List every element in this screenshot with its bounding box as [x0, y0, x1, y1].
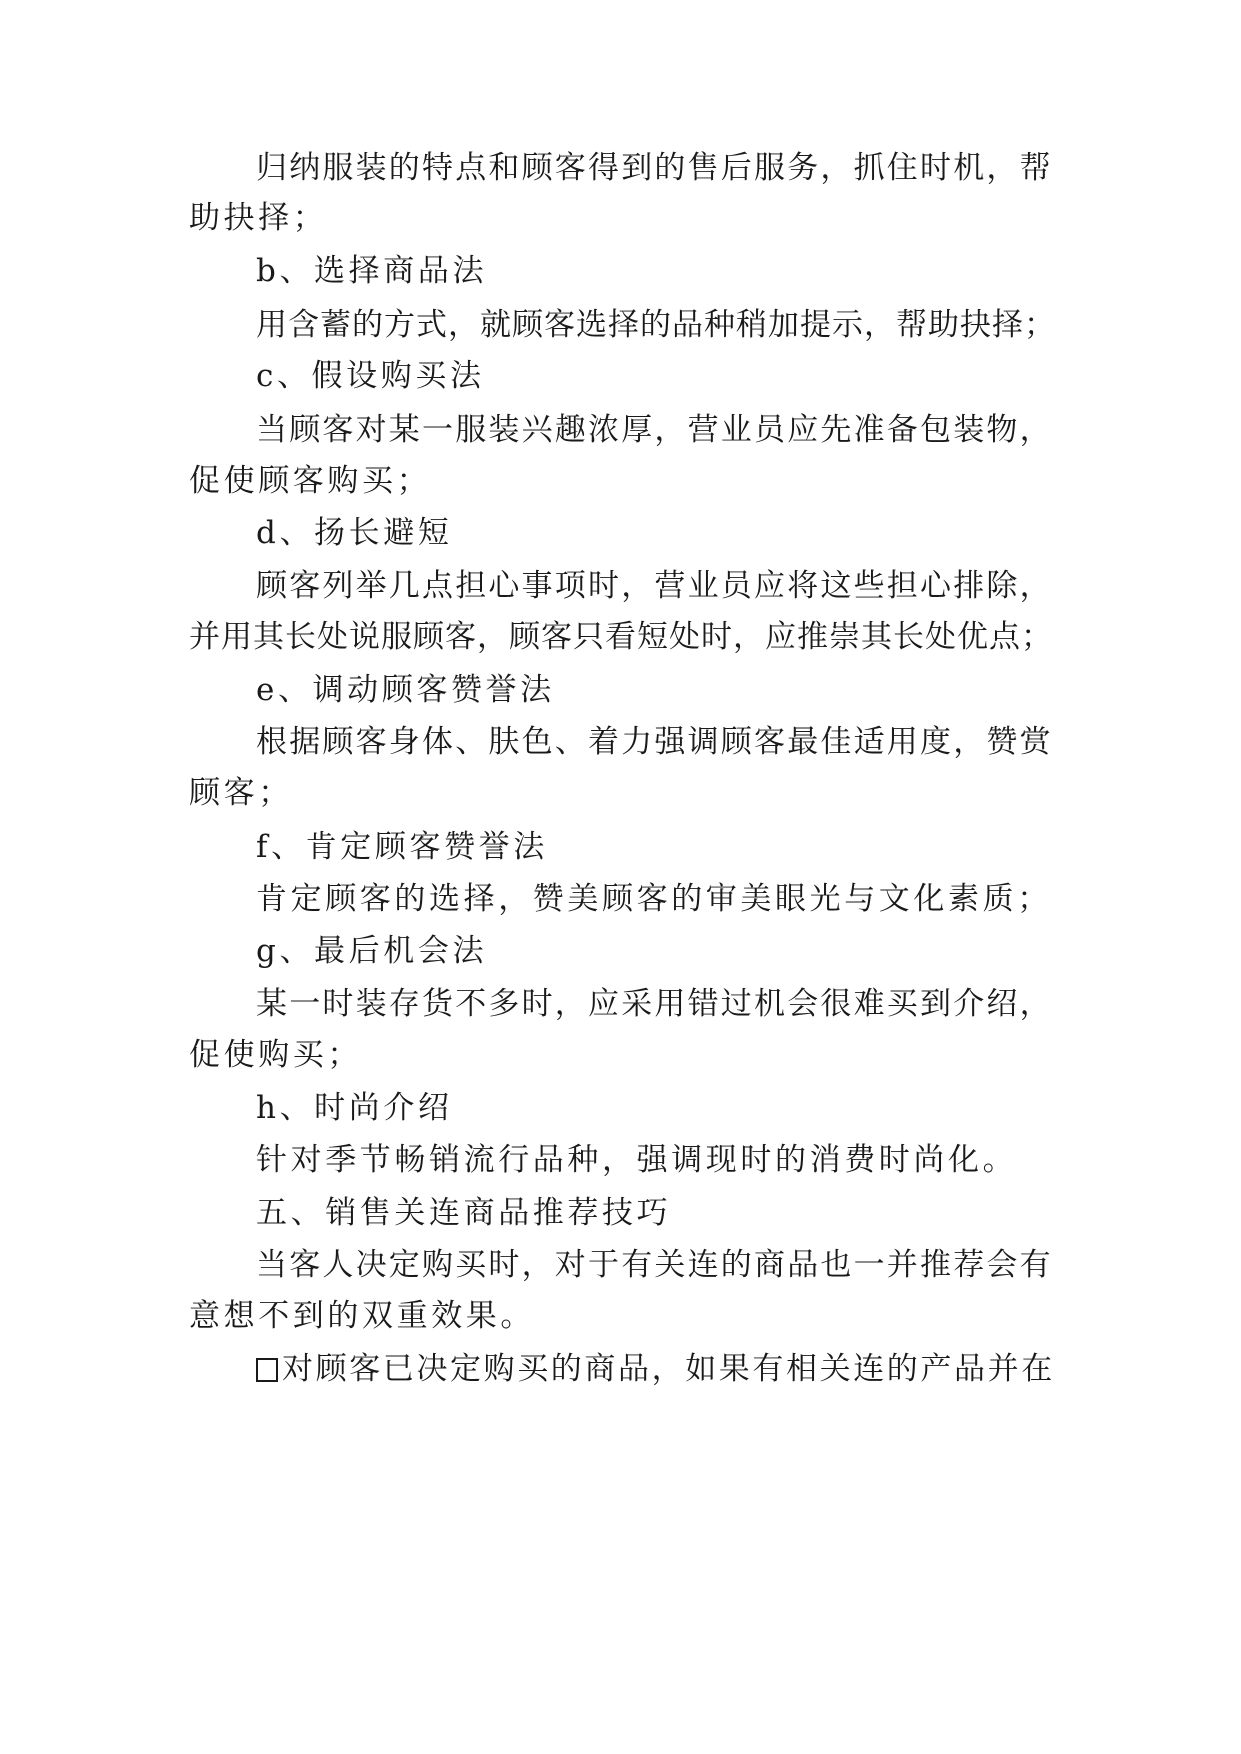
- section-heading: 五、销售关连商品推荐技巧: [256, 1195, 672, 1231]
- paragraph-line: 对顾客已决定购买的商品，如果有相关连的产品并在: [282, 1351, 1055, 1387]
- bullet-paragraph: [256, 1349, 1055, 1389]
- list-heading: e、调动顾客赞誉法: [256, 672, 555, 708]
- list-heading: d、扬长避短: [256, 515, 453, 551]
- paragraph-line: 促使顾客购买；: [189, 463, 432, 499]
- paragraph-line: 当客人决定购买时，对于有关连的商品也一并推荐会有: [256, 1247, 1053, 1283]
- paragraph-line: 用含蓄的方式，就顾客选择的品种稍加提示，帮助抉择；: [256, 307, 1056, 343]
- checkbox-bullet-icon: [256, 1358, 278, 1382]
- paragraph-line: 针对季节畅销流行品种，强调现时的消费时尚化。: [256, 1142, 1018, 1178]
- paragraph-line: 意想不到的双重效果。: [189, 1298, 535, 1334]
- list-heading: f、肯定顾客赞誉法: [256, 829, 548, 865]
- paragraph-line: 促使购买；: [189, 1037, 362, 1073]
- paragraph-line: 归纳服装的特点和顾客得到的售后服务，抓住时机，帮: [256, 150, 1053, 186]
- list-heading: h、时尚介绍: [256, 1090, 453, 1126]
- paragraph-line: 顾客列举几点担心事项时，营业员应将这些担心排除，: [256, 568, 1053, 604]
- paragraph-line: 肯定顾客的选择，赞美顾客的审美眼光与文化素质；: [256, 881, 1052, 917]
- list-heading: g、最后机会法: [256, 933, 488, 969]
- paragraph-line: 某一时装存货不多时，应采用错过机会很难买到介绍，: [256, 986, 1053, 1022]
- list-heading: b、选择商品法: [256, 253, 488, 289]
- paragraph-line: 顾客；: [189, 775, 293, 811]
- paragraph-line: 根据顾客身体、肤色、着力强调顾客最佳适用度，赞赏: [256, 724, 1053, 760]
- paragraph-line: 当顾客对某一服装兴趣浓厚，营业员应先准备包装物，: [256, 412, 1053, 448]
- list-heading: c、假设购买法: [256, 358, 485, 394]
- paragraph-line: 助抉择；: [189, 200, 328, 236]
- paragraph-line: 并用其长处说服顾客，顾客只看短处时，应推崇其长处优点；: [189, 619, 1053, 655]
